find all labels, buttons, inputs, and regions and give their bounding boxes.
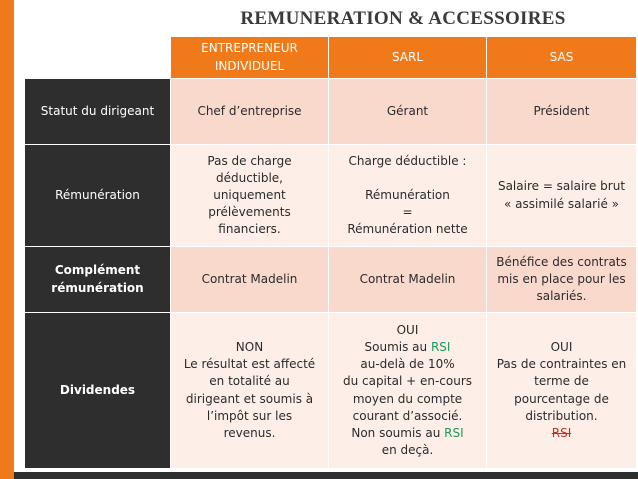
cell-text: Soumis au [364,340,431,355]
cell-remuneration-sas [487,145,637,247]
row-header-complement [25,247,171,313]
table-row [25,79,637,145]
row-header-line: Complément [54,263,141,278]
table-row [25,313,637,469]
cell-line: Rémunération [365,187,450,202]
column-header-sas: SAS [487,37,637,79]
cell-line: pourcentage de [514,391,609,406]
cell-complement-sas [487,247,637,313]
cell-line: Le résultat est affecté [183,357,316,372]
left-accent-bar [0,0,14,479]
cell-text: Non soumis au [351,425,445,440]
cell-line: NON [235,340,264,355]
cell-statut-sarl: Gérant [329,79,487,145]
rsi-highlight: RSI [444,425,464,440]
cell-dividendes-ei [171,313,329,469]
cell-line: Rémunération nette [347,222,468,237]
cell-line: Salaire = salaire brut [497,179,626,194]
column-header-ei-line: INDIVIDUEL [214,58,285,73]
cell-line: revenus. [223,425,276,440]
cell-line: salariés. [536,289,587,304]
cell-line: l’impôt sur les [206,408,293,423]
header-row [25,37,637,79]
cell-statut-ei: Chef d’entreprise [171,79,329,145]
cell-line: Bénéfice des contrats [496,254,627,269]
row-header-line: rémunération [51,280,144,295]
table-row [25,247,637,313]
cell-line: Pas de contraintes en [496,357,627,372]
cell-remuneration-ei [171,145,329,247]
cell-line: financiers. [218,222,281,237]
rsi-struck-label: RSI [551,425,572,440]
bottom-bar [14,472,638,479]
cell-remuneration-sarl [329,145,487,247]
cell-line: prélèvements [208,205,291,220]
cell-line [333,339,482,356]
cell-line-spacer [333,170,482,187]
column-header-ei [171,37,329,79]
cell-line: Charge déductible : [348,153,467,168]
cell-line: mis en place pour les [497,271,626,286]
cell-statut-sas: Président [487,79,637,145]
cell-line: terme de [534,374,589,389]
cell-dividendes-sarl [329,313,487,469]
cell-complement-sarl: Contrat Madelin [329,247,487,313]
cell-line: uniquement [213,187,286,202]
page-title: REMUNERATION & ACCESSOIRES [240,8,566,29]
cell-line: distribution. [525,408,598,423]
cell-line: OUI [550,340,573,355]
cell-line: au-delà de 10% [360,357,455,372]
row-header-remuneration: Rémunération [25,145,171,247]
cell-line: en deçà. [381,442,434,457]
cell-line [333,425,482,442]
cell-line: en totalité au [209,374,290,389]
cell-complement-ei: Contrat Madelin [171,247,329,313]
cell-line: Pas de charge [207,153,292,168]
comparison-table [24,36,637,469]
rsi-highlight: RSI [430,340,451,355]
row-header-dividendes: Dividendes [25,313,171,469]
cell-line: « assimilé salarié » [503,196,619,211]
cell-dividendes-sas [487,313,637,469]
cell-line: = [402,205,413,220]
row-header-statut: Statut du dirigeant [25,79,171,145]
column-header-ei-line: ENTREPRENEUR [201,41,298,56]
cell-line: moyen du compte [352,391,463,406]
cell-line: du capital + en-cours [342,374,473,389]
column-header-sarl: SARL [329,37,487,79]
table-row [25,145,637,247]
cell-line: dirigeant et soumis à [185,391,314,406]
cell-line: déductible, [215,170,283,185]
corner-cell [25,37,171,79]
cell-line: OUI [396,323,419,338]
cell-line: courant d’associé. [352,408,463,423]
